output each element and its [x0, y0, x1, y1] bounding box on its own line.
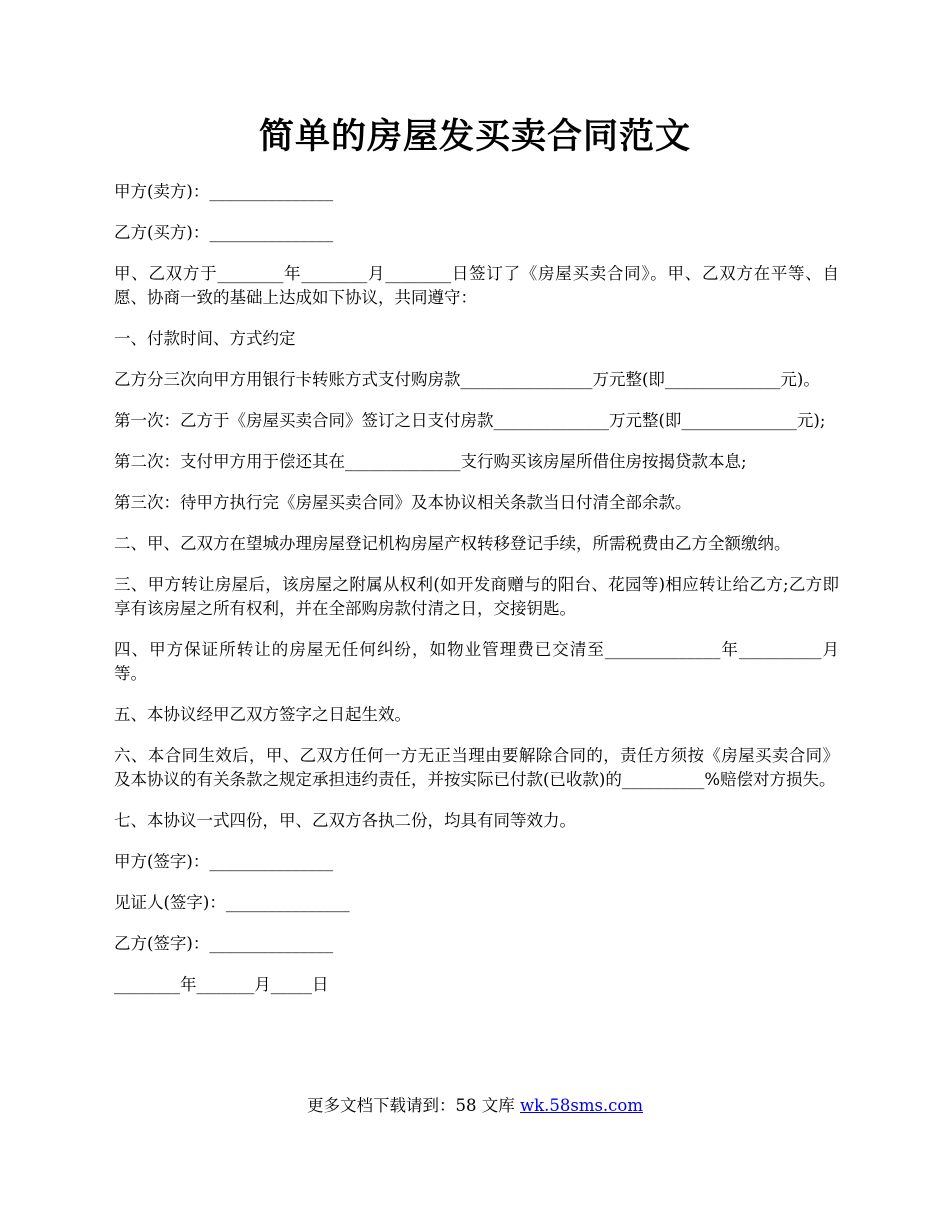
clause-7-paragraph: 七、本协议一式四份，甲、乙双方各执二份，均具有同等效力。	[114, 811, 576, 830]
buyer-line: 乙方(买方)：_______________	[114, 223, 334, 242]
clause-4-paragraph: 四、甲方保证所转让的房屋无任何纠纷，如物业管理费已交清至______________年__________月等。	[114, 640, 839, 683]
document-body	[114, 180, 839, 1014]
buyer-signature-line: 乙方(签字)：_______________	[114, 934, 334, 953]
clause-1-heading: 一、付款时间、方式约定	[114, 329, 296, 348]
third-payment-paragraph: 第三次：待甲方执行完《房屋买卖合同》及本协议相关条款当日付清全部余款。	[114, 493, 692, 512]
second-payment-paragraph: 第二次：支付甲方用于偿还其在______________支行购买该房屋所借住房按揭贷款本息;	[114, 452, 747, 471]
intro-paragraph: 甲、乙双方于________年________月________日签订了《房屋买卖合同》。甲、乙双方在平等、自愿、协商一致的基础上达成如下协议，共同遵守：	[114, 264, 839, 307]
payment-paragraph: 乙方分三次向甲方用银行卡转账方式支付购房款________________万元整(即______________元)。	[114, 370, 820, 389]
document-title: 简单的房屋发买卖合同范文	[258, 116, 691, 157]
date-line: ________年_______月_____日	[114, 975, 329, 994]
clause-5-paragraph: 五、本协议经甲乙双方签字之日起生效。	[114, 705, 411, 724]
witness-signature-line: 见证人(签字)：_______________	[114, 893, 350, 912]
footer	[0, 1094, 950, 1118]
clause-2-paragraph: 二、甲、乙双方在望城办理房屋登记机构房屋产权转移登记手续，所需税费由乙方全额缴纳。	[114, 534, 791, 553]
first-payment-paragraph: 第一次：乙方于《房屋买卖合同》签订之日支付房款______________万元整(即______________元);	[114, 411, 826, 430]
footer-text: 更多文档下载请到：58 文库	[306, 1096, 520, 1115]
seller-signature-line: 甲方(签字)：_______________	[114, 852, 334, 871]
clause-6-paragraph: 六、本合同生效后，甲、乙双方任何一方无正当理由要解除合同的，责任方须按《房屋买卖合同》及本协议的有关条款之规定承担违约责任，并按实际已付款(已收款)的__________%赔偿对方损失。	[114, 746, 839, 789]
footer-link[interactable]: wk.58sms.com	[519, 1096, 643, 1115]
clause-3-paragraph: 三、甲方转让房屋后，该房屋之附属从权利(如开发商赠与的阳台、花园等)相应转让给乙方;乙方即享有该房屋之所有权利，并在全部购房款付清之日，交接钥匙。	[114, 575, 839, 618]
seller-line: 甲方(卖方)：_______________	[114, 182, 334, 201]
